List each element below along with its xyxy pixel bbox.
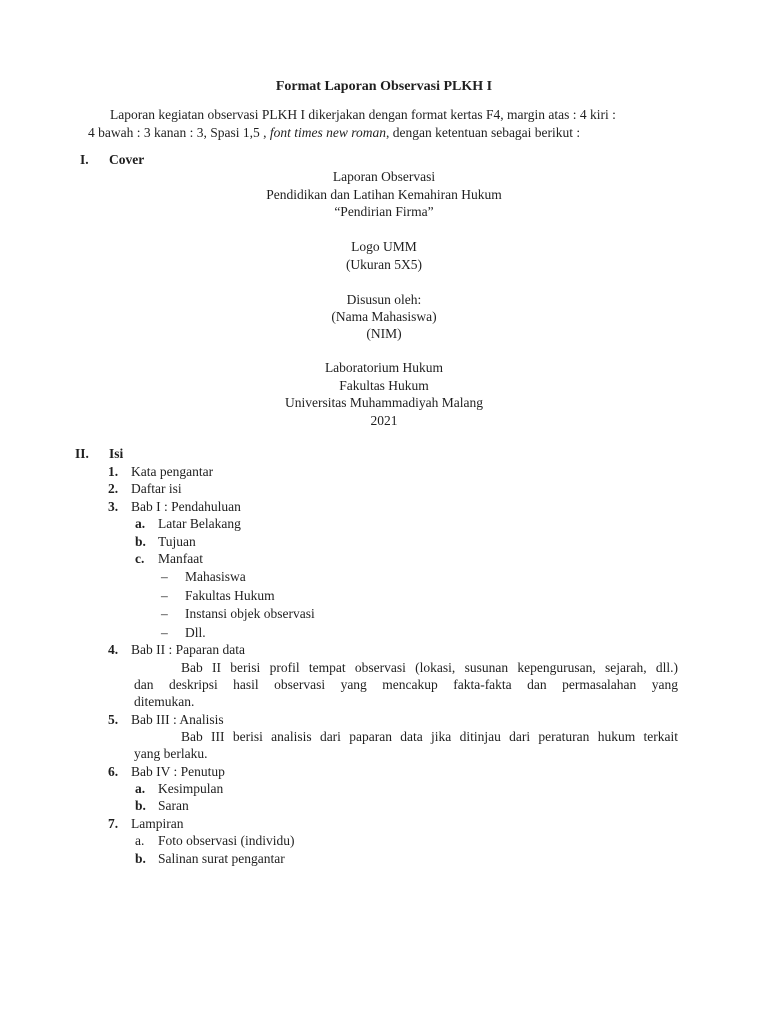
item-number: 4. bbox=[108, 642, 119, 657]
paragraph-line: ditemukan. bbox=[134, 694, 195, 709]
cover-line: (Nama Mahasiswa) bbox=[331, 309, 437, 324]
list-item: Kata pengantar bbox=[131, 464, 214, 479]
document-title: Format Laporan Observasi PLKH I bbox=[275, 79, 493, 94]
list-item: Bab IV : Penutup bbox=[131, 764, 225, 779]
bullet-item: Instansi objek observasi bbox=[185, 606, 315, 621]
section-2-heading: Isi bbox=[109, 446, 124, 461]
sub-list-item: Foto observasi (individu) bbox=[158, 833, 295, 848]
dash-bullet: – bbox=[161, 606, 168, 621]
dash-bullet: – bbox=[161, 588, 168, 603]
subitem-letter: b. bbox=[135, 851, 146, 866]
paragraph-line: Bab III berisi analisis dari paparan data jika ditinjau dari peraturan hukum terkait bbox=[181, 729, 678, 744]
subitem-letter: c. bbox=[135, 551, 145, 566]
intro-font-italic: font times new roman bbox=[269, 125, 386, 140]
cover-line: Laboratorium Hukum bbox=[324, 360, 444, 375]
cover-line: Fakultas Hukum bbox=[339, 378, 429, 393]
sub-list-item: Latar Belakang bbox=[158, 516, 241, 531]
section-1-heading: Cover bbox=[109, 152, 145, 167]
subitem-letter: b. bbox=[135, 798, 146, 813]
item-number: 5. bbox=[108, 712, 119, 727]
bullet-item: Mahasiswa bbox=[185, 569, 246, 584]
item-number: 1. bbox=[108, 464, 119, 479]
sub-list-item: Saran bbox=[158, 798, 189, 813]
item-number: 6. bbox=[108, 764, 119, 779]
cover-line: (Ukuran 5X5) bbox=[345, 257, 423, 272]
subitem-letter: b. bbox=[135, 534, 146, 549]
list-item: Lampiran bbox=[131, 816, 184, 831]
cover-line: “Pendirian Firma” bbox=[334, 204, 434, 219]
intro-line-2: 4 bawah : 3 kanan : 3, Spasi 1,5 , font times new roman, dengan ketentuan sebagai berikut : bbox=[88, 125, 581, 140]
bullet-item: Fakultas Hukum bbox=[185, 588, 275, 603]
dash-bullet: – bbox=[161, 569, 168, 584]
paragraph-line: Bab II berisi profil tempat observasi (lokasi, susunan kepengurusan, sejarah, dll.) bbox=[181, 660, 678, 675]
sub-list-item: Tujuan bbox=[158, 534, 196, 549]
dash-bullet: – bbox=[161, 625, 168, 640]
cover-line: Disusun oleh: bbox=[346, 292, 422, 307]
item-number: 2. bbox=[108, 481, 119, 496]
paragraph-line: dan deskripsi hasil observasi yang mencakup fakta-fakta dan permasalahan yang bbox=[134, 677, 678, 692]
list-item: Bab II : Paparan data bbox=[131, 642, 245, 657]
cover-line: Logo UMM bbox=[351, 239, 417, 254]
section-2-number: II. bbox=[75, 446, 89, 461]
cover-line: 2021 bbox=[370, 413, 398, 428]
list-item: Bab III : Analisis bbox=[131, 712, 224, 727]
section-1-number: I. bbox=[80, 152, 89, 167]
list-item: Daftar isi bbox=[131, 481, 182, 496]
cover-line: (NIM) bbox=[366, 326, 402, 341]
intro-line-1: Laporan kegiatan observasi PLKH I dikerjakan dengan format kertas F4, margin atas : 4 kiri : bbox=[110, 107, 616, 122]
item-number: 3. bbox=[108, 499, 119, 514]
sub-list-item: Salinan surat pengantar bbox=[158, 851, 285, 866]
sub-list-item: Manfaat bbox=[158, 551, 203, 566]
item-number: 7. bbox=[108, 816, 119, 831]
cover-line: Pendidikan dan Latihan Kemahiran Hukum bbox=[266, 187, 502, 202]
cover-line: Laporan Observasi bbox=[332, 169, 436, 184]
subitem-letter: a. bbox=[135, 781, 146, 796]
subitem-letter: a. bbox=[135, 833, 145, 848]
sub-list-item: Kesimpulan bbox=[158, 781, 224, 796]
cover-line: Universitas Muhammadiyah Malang bbox=[285, 395, 483, 410]
bullet-item: Dll. bbox=[185, 625, 206, 640]
subitem-letter: a. bbox=[135, 516, 146, 531]
paragraph-line: yang berlaku. bbox=[134, 746, 208, 761]
list-item: Bab I : Pendahuluan bbox=[131, 499, 241, 514]
